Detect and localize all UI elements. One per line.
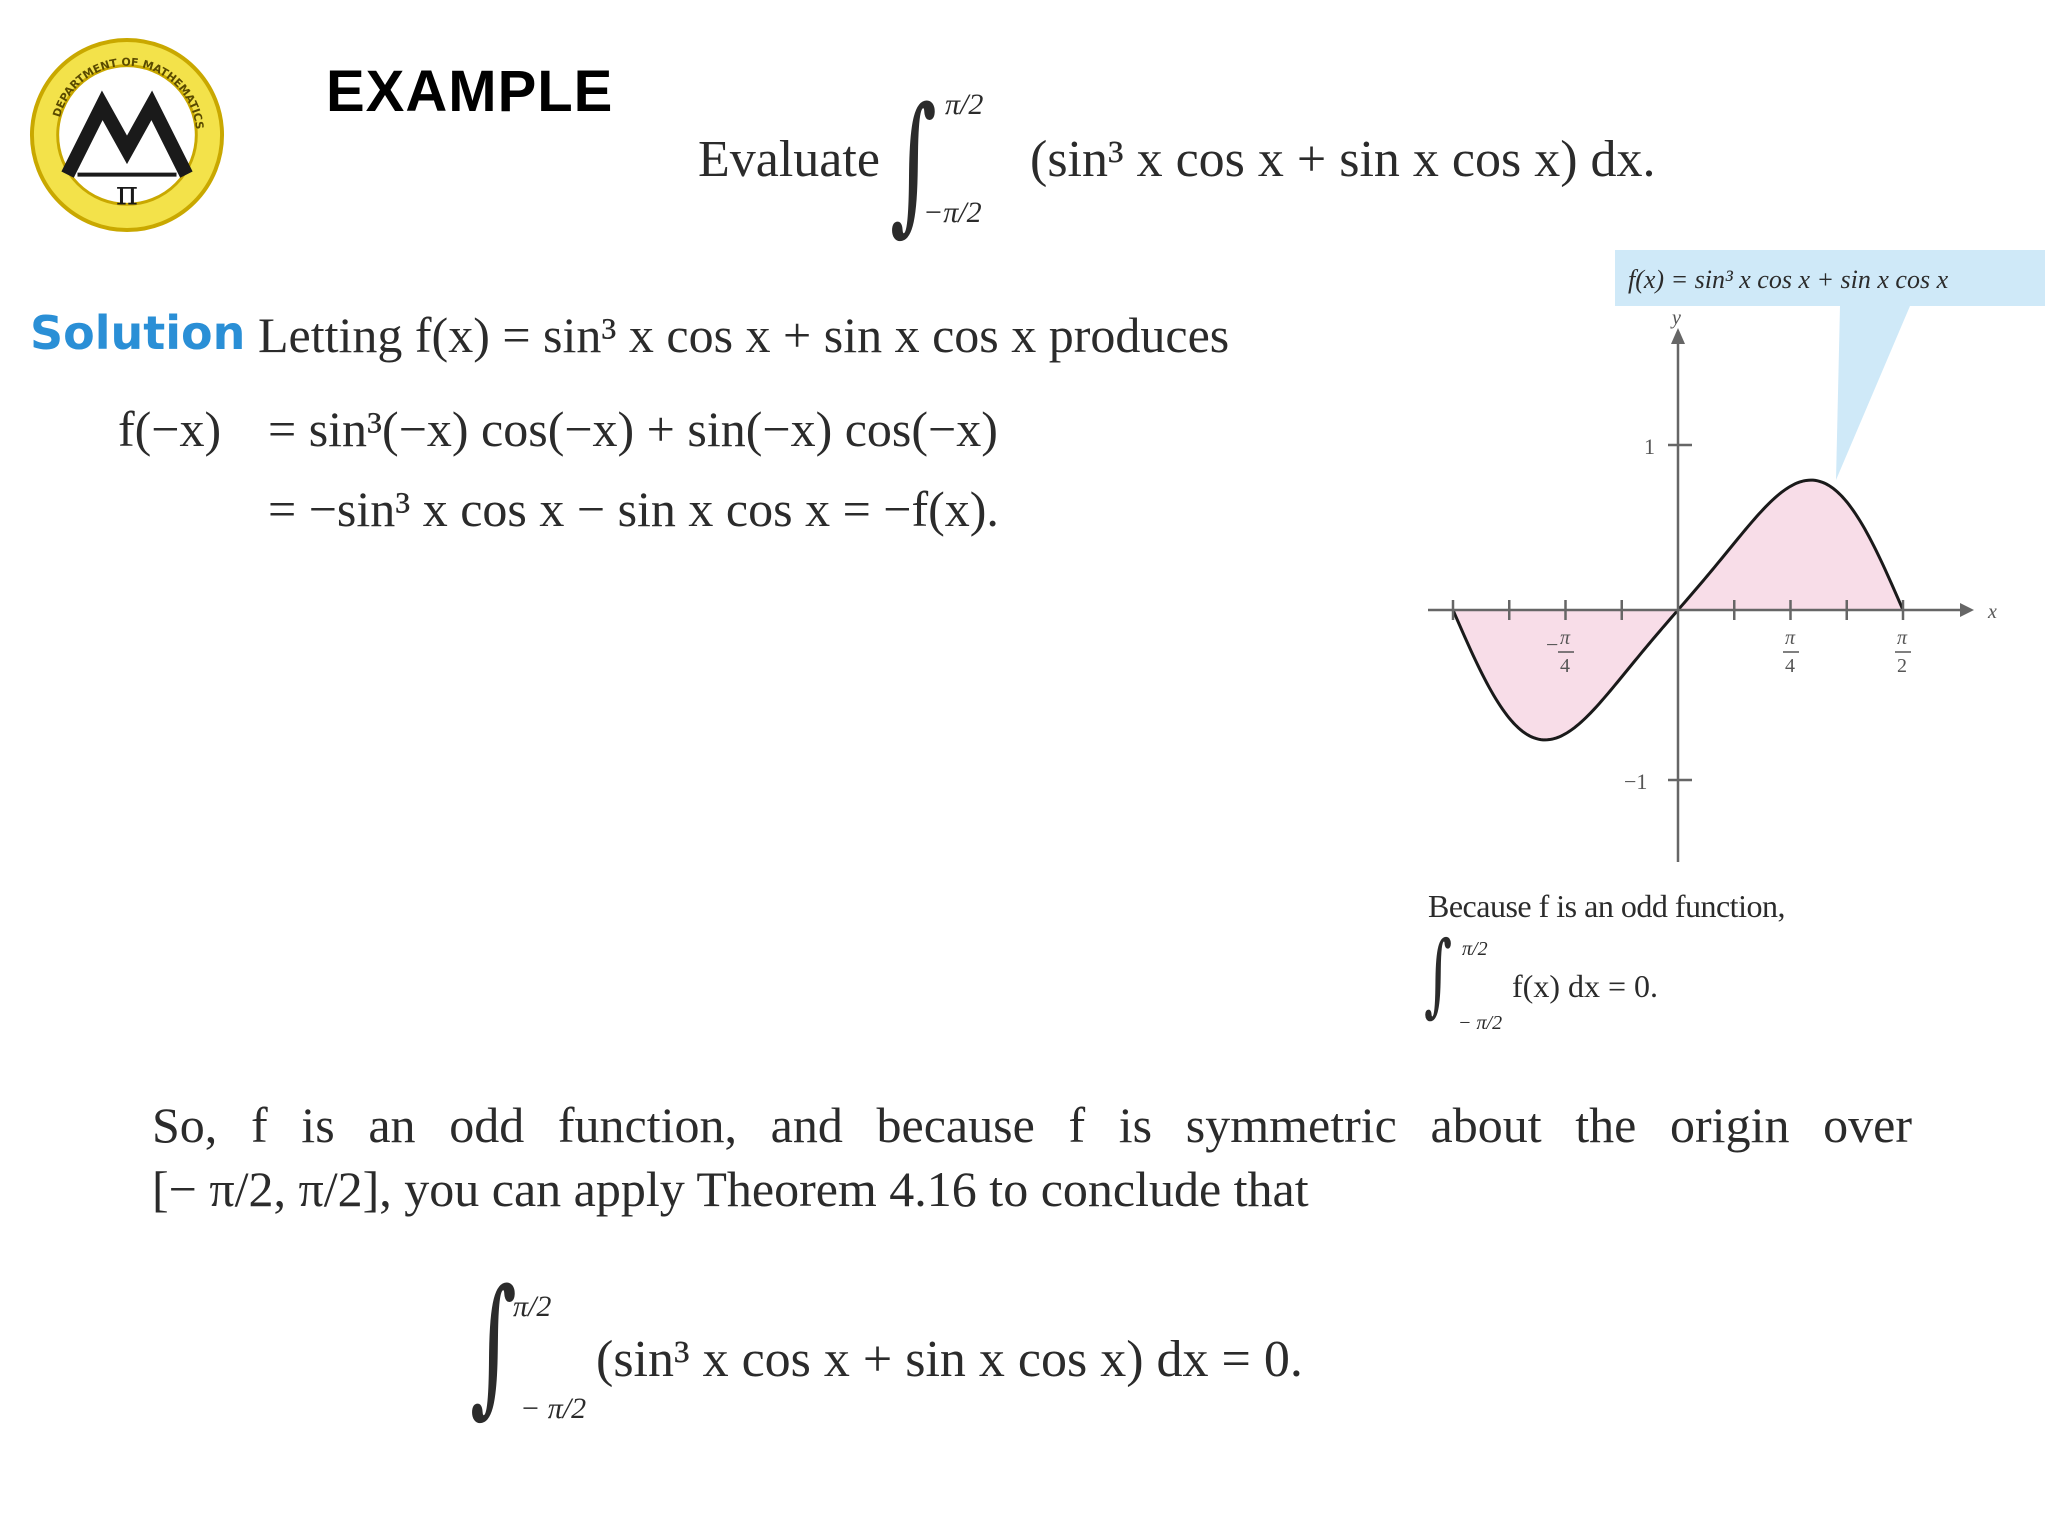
solution-intro: Letting f(x) = sin³ x cos x + sin x cos x produces [258,307,1230,363]
conclusion-line-2: [− π/2, π/2], you can apply Theorem 4.16 to conclude that [152,1161,1309,1217]
function-label: f(x) = sin³ x cos x + sin x cos x [1628,265,1949,294]
problem-lower-limit: −π/2 [923,196,982,229]
solution-label: Solution [30,306,246,360]
logo-ring-text: DEPARTMENT OF MATHEMATICS [50,55,207,131]
caption-integral-sign: ∫ [1424,922,1453,1027]
y-tick-label-neg: −1 [1624,769,1648,794]
final-integral-sign: ∫ [470,1258,517,1432]
evaluate-label: Evaluate [698,131,880,188]
x-axis-label: x [1988,601,1997,623]
problem-integrand: (sin³ x cos x + sin x cos x) dx. [1030,131,1656,188]
x-tick-neg-pi4-sign: − [1546,632,1559,657]
equation-1-rhs: = sin³(−x) cos(−x) + sin(−x) cos(−x) [268,401,998,457]
x-tick-pi2-den: 2 [1897,655,1907,677]
x-tick-pi2-num: π [1897,627,1908,649]
department-logo [28,36,226,234]
y-axis-arrow [1671,328,1685,344]
problem-integral-sign: ∫ [890,76,937,250]
caption-formula: f(x) dx = 0. [1512,968,1659,1004]
final-lower-limit: − π/2 [520,1392,587,1425]
y-axis-label: y [1672,307,1681,329]
logo-pi-symbol: π [115,173,139,213]
x-tick-neg-pi4-den: 4 [1560,655,1570,677]
caption-upper-limit: π/2 [1462,938,1488,960]
function-graph [1400,240,2048,880]
final-integrand: (sin³ x cos x + sin x cos x) dx = 0. [596,1331,1303,1388]
equation-1-lhs: f(−x) [118,401,222,457]
final-upper-limit: π/2 [513,1290,552,1323]
function-callout-pointer [1836,306,1910,480]
conclusion-line-1: So, f is an odd function, and because f is symmetric about the origin over [152,1097,1912,1153]
x-tick-pi4-den: 4 [1785,655,1795,677]
caption-lower-limit: − π/2 [1458,1012,1503,1034]
positive-area-fill [1678,480,1903,610]
y-tick-label-pos: 1 [1644,434,1655,459]
problem-upper-limit: π/2 [945,88,984,121]
x-axis-arrow [1960,603,1974,617]
graph-caption: Because f is an odd function, [1428,888,1785,924]
page-heading: EXAMPLE [326,59,614,124]
equation-2-rhs: = −sin³ x cos x − sin x cos x = −f(x). [268,481,999,537]
x-tick-pi4-num: π [1785,627,1796,649]
x-tick-neg-pi4-num: π [1560,627,1571,649]
